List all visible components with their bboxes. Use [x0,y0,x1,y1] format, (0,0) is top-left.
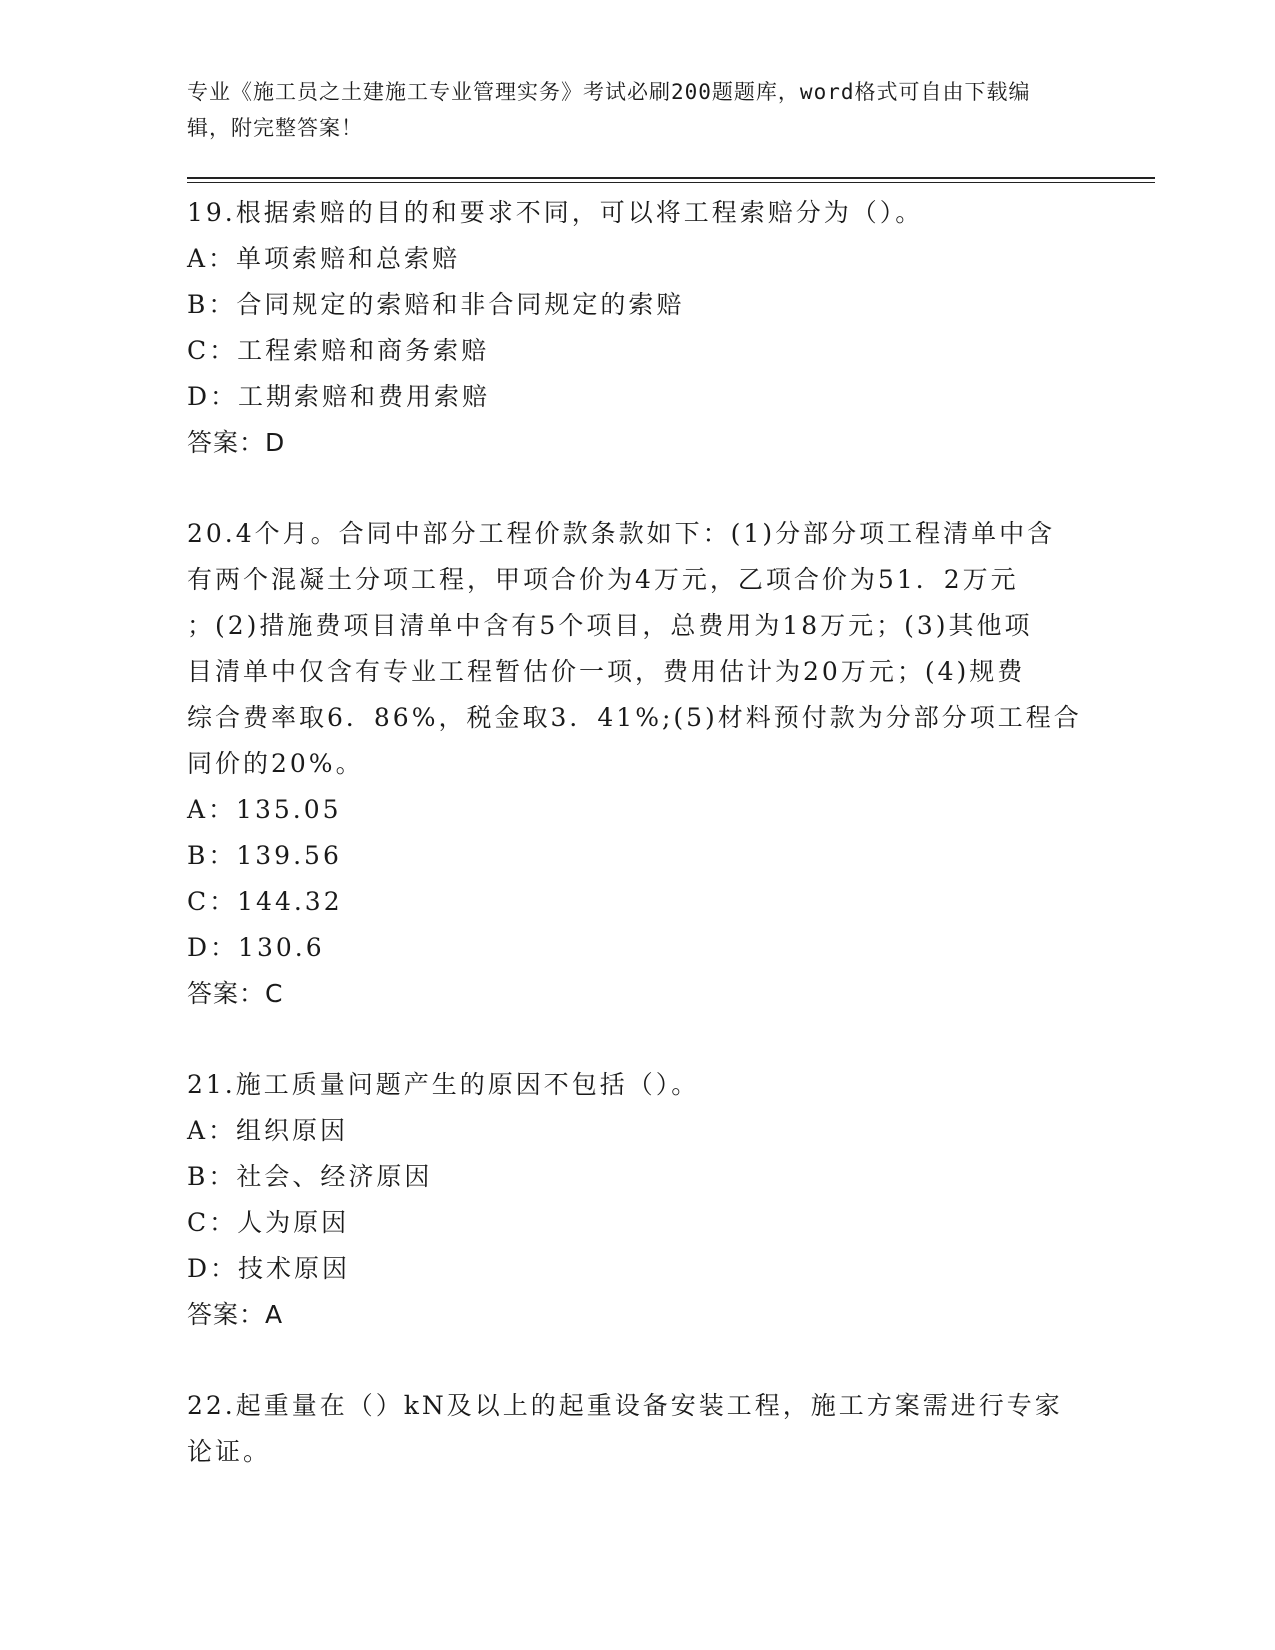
option-d: D：130.6 [187,933,325,962]
option-c: C：144.32 [187,887,343,916]
question-stem-line: 综合费率取6．86%，税金取3．41%;(5)材料预付款为分部分项工程合 [187,703,1082,732]
document-header [187,74,1067,146]
option-c: C：人为原因 [187,1208,350,1237]
question-stem-line: 22.起重量在（）kN及以上的起重设备安装工程，施工方案需进行专家 [187,1391,1063,1420]
question-stem-line: 目清单中仅含有专业工程暂估价一项，费用估计为20万元；(4)规费 [187,657,1026,686]
question-19 [187,190,1087,466]
question-stem-line: 20.4个月。合同中部分工程价款条款如下：(1)分部分项工程清单中含 [187,519,1056,548]
question-20 [187,511,1087,1017]
answer: 答案：A [187,1300,284,1329]
question-stem-line: 有两个混凝土分项工程，甲项合价为4万元，乙项合价为51．2万元 [187,565,1019,594]
option-b: B：合同规定的索赔和非合同规定的索赔 [187,290,685,319]
option-a: A：135.05 [187,795,342,824]
question-stem-line: 同价的20%。 [187,749,364,778]
option-b: B：139.56 [187,841,342,870]
question-22 [187,1383,1087,1475]
option-a: A：组织原因 [187,1116,349,1145]
option-b: B：社会、经济原因 [187,1162,433,1191]
header-title: 专业《施工员之土建施工专业管理实务》考试必刷200题题库，word格式可自由下载编辑，附完整答案！ [187,80,1031,140]
answer: 答案：C [187,979,284,1008]
question-stem-line: ；(2)措施费项目清单中含有5个项目，总费用为18万元；(3)其他项 [187,611,1033,640]
question-stem: 19.根据索赔的目的和要求不同，可以将工程索赔分为（）。 [187,198,924,227]
option-a: A：单项索赔和总索赔 [187,244,461,273]
option-d: D：技术原因 [187,1254,351,1283]
question-21 [187,1062,1087,1338]
option-d: D：工期索赔和费用索赔 [187,382,491,411]
header-divider-thin [187,182,1155,183]
question-list [187,190,1087,1475]
answer: 答案：D [187,428,286,457]
question-stem: 21.施工质量问题产生的原因不包括（）。 [187,1070,700,1099]
question-stem-line: 论证。 [187,1437,272,1466]
header-divider [187,177,1155,179]
option-c: C：工程索赔和商务索赔 [187,336,490,365]
